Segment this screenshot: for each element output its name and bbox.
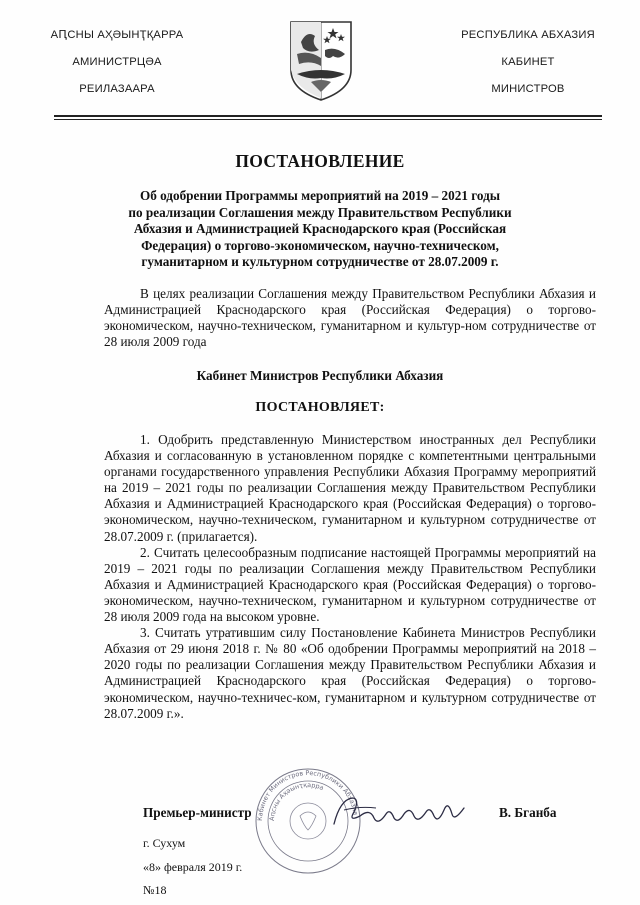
header-right-line-1: РЕСПУБЛИКА АБХАЗИЯ <box>461 29 595 41</box>
subject-line: по реализации Соглашения между Правительством Республики <box>128 204 512 220</box>
signatory-name: В. Бганба <box>499 805 557 820</box>
subject-line: Федерация) о торгово-экономическом, научно-техническом, <box>141 237 499 253</box>
subject-line: Об одобрении Программы мероприятий на 2019 – 2021 годы <box>139 188 501 203</box>
issue-place: г. Сухум <box>143 836 186 850</box>
decree-item-3: 3. Считать утратившим силу Постановление Кабинета Министров Республики Абхазия от 29 июня 2018 г. № 80 «Об одобрении Программы мероприятий на 2018 – 2020 годы по реализации Соглашения между Правительством Республики Абхазия и Администрацией Краснодарского края (Российская Федерация) о торгово-экономическом, научно-техничес-ком, гуманитарном и культурном сотрудничестве от 28.07.2009 г.». <box>104 625 596 721</box>
stamp-inner-text: Аԥсны Аҳәынҭқарра <box>267 780 325 822</box>
decree-item-2: 2. Считать целесообразным подписание настоящей Программы мероприятий на 2019 – 2021 годы по реализации Соглашения между Правительством Республики Абхазия и Администрацией Краснодарского края (Российская Федерация) о торгово-экономическом, научно-техническом, гуманитарном и культурном сотрудничестве от 28 июля 2009 года на высоком уровне. <box>104 544 596 625</box>
preamble-paragraph: В целях реализации Соглашения между Правительством Республики Абхазия и Администрацией Краснодарского края (Российская Федерация) о торгово-экономическом, научно-техническом, гуманитарном и культур-ном сотрудничестве от 28 июля 2009 года <box>104 286 596 350</box>
header-divider-thin <box>54 119 602 120</box>
handwritten-signature <box>330 790 470 836</box>
header-right-line-2: КАБИНЕТ <box>501 56 555 68</box>
coat-of-arms-emblem <box>289 20 353 102</box>
header-left-line-2: АМИНИСТРЦӘА <box>72 56 162 68</box>
signatory-role: Премьер-министр <box>143 805 252 820</box>
header-right-line-3: МИНИСТРОВ <box>491 83 565 95</box>
decree-items <box>104 432 596 722</box>
document-type-title: ПОСТАНОВЛЕНИЕ <box>235 151 405 171</box>
decree-heading: ПОСТАНОВЛЯЕТ: <box>255 400 385 415</box>
header-left-line-3: РЕИЛАЗААРА <box>79 83 155 95</box>
subject-line: гуманитарном и культурном сотрудничестве от 28.07.2009 г. <box>141 254 499 270</box>
subject-line: Абхазия и Администрацией Краснодарского края (Российская <box>133 221 507 237</box>
header-abkhaz <box>42 28 192 109</box>
decree-item-1: 1. Одобрить представленную Министерством иностранных дел Республики Абхазия и согласованную в установленном порядке с компетентными центральными органами государственного управления Республики Абхазия Программу мероприятий на 2019 – 2021 годы по реализации Соглашения между Правительством Республики Абхазия и Администрацией Краснодарского края (Российская Федерация) о торгово-экономическом, научно-техническом, гуманитарном и культурном сотрудничестве от 28.07.2009 г. (прилагается). <box>104 432 596 544</box>
issue-date: «8» февраля 2019 г. <box>143 860 243 874</box>
header-russian <box>448 28 608 109</box>
document-subject <box>100 188 540 271</box>
issuing-authority: Кабинет Министров Республики Абхазия <box>196 368 444 383</box>
stamp-outer-text: Кабинет Министров Республики Абхазия <box>255 768 360 822</box>
document-number: №18 <box>143 883 167 897</box>
header-left-line-1: АԤСНЫ АҲӘЫНҬҚАРРА <box>50 29 184 41</box>
header-divider-thick <box>54 115 602 117</box>
